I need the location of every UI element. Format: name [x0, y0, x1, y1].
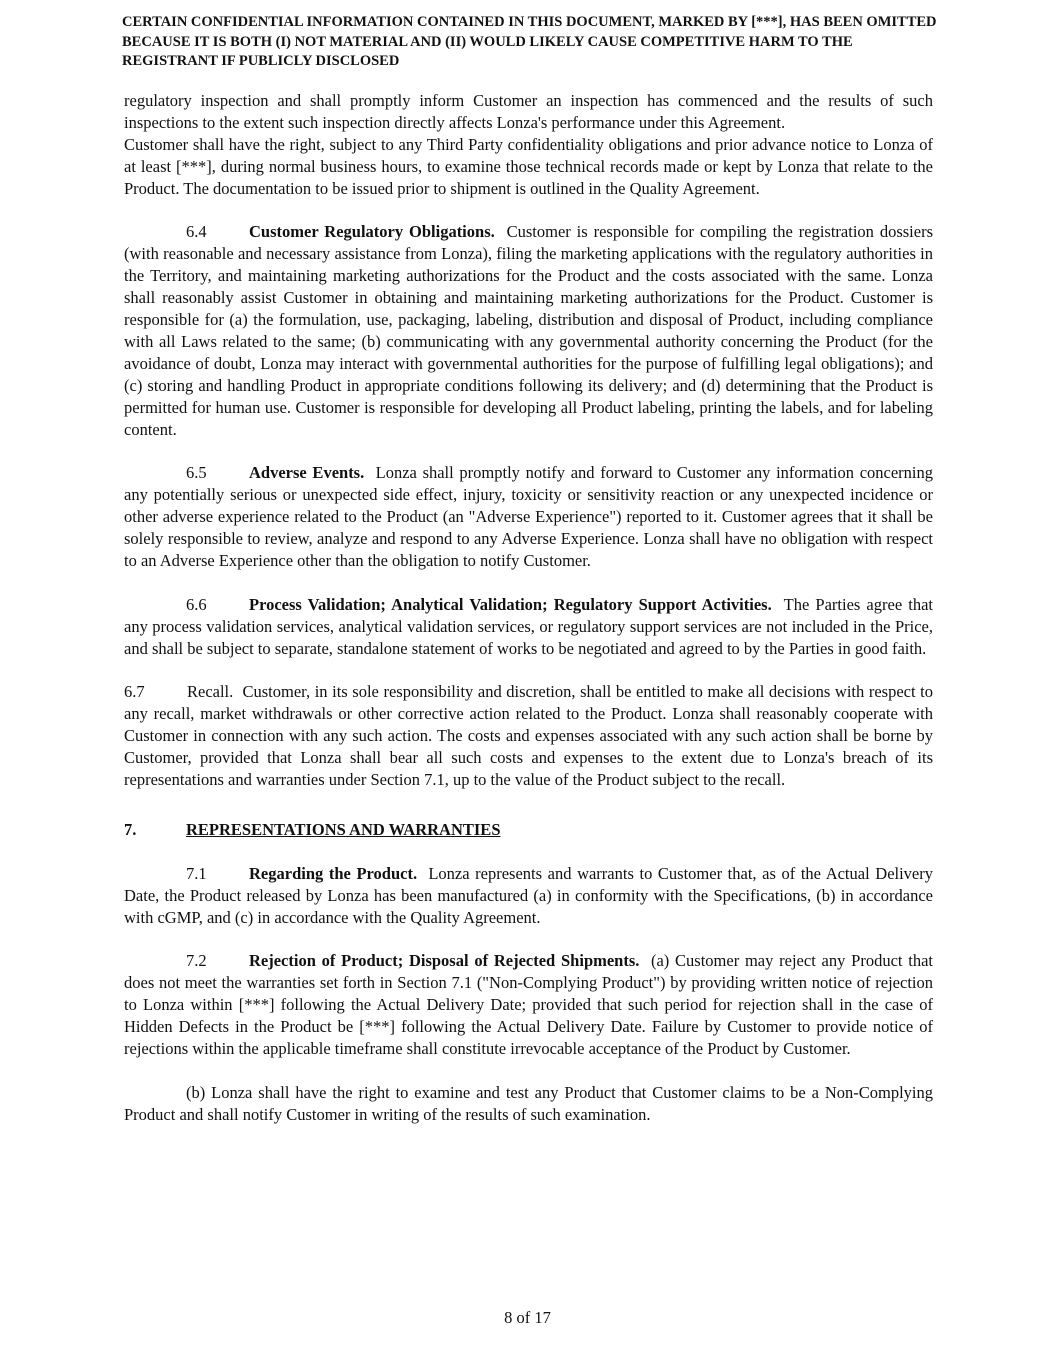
section-number: 7.1: [186, 863, 207, 883]
section-text: Lonza shall promptly notify and forward to Customer any information concerning any potentially serious or unexpected side effect, injury, toxicity or sensitivity reaction or any unexpected incidence or other adverse experience related to the Product (an "Adverse Experience") reported to it. Customer agrees that it shall be solely responsible to review, analyze and respond to any Adverse Experience. Lonza shall have no obligation with respect to an Adverse Experience other than the obligation to notify Customer.: [124, 463, 934, 570]
section-text: Customer, in its sole responsibility and discretion, shall be entitled to make all decisions with respect to any recall, market withdrawals or other corrective action related to the Product. Lonza shall reasonably cooperate with Customer in connection with any such action. The costs and expenses associated with any such action shall be borne by Customer, provided that Lonza shall bear all such costs and expenses to the extent due to Lonza's breach of its representations and warranties under Section 7.1, up to the value of the Product subject to the recall.: [124, 682, 933, 790]
section-6-4: [124, 221, 933, 440]
section-number: 6.7: [124, 682, 145, 702]
section-title: Customer Regulatory Obligations.: [249, 222, 495, 242]
section-number: 6.4: [186, 222, 207, 242]
section-heading-title: REPRESENTATIONS AND WARRANTIES: [186, 819, 501, 839]
section-title: Process Validation; Analytical Validation; Regulatory Support Activities.: [249, 594, 772, 614]
section-text: Lonza represents and warrants to Customer that, as of the Actual Delivery Date, the Product released by Lonza has been manufactured (a) in conformity with the Specifications, (b) in accordance with cGMP, and (c) in accordance with the Quality Agreement.: [124, 863, 934, 927]
section-title: Adverse Events.: [249, 463, 365, 483]
section-title: Rejection of Product; Disposal of Rejected Shipments.: [249, 951, 640, 971]
section-text: Customer is responsible for compiling the registration dossiers (with reasonable and necessary assistance from Lonza), filing the marketing applications with the regulatory authorities in the Territory, and maintaining marketing authorizations for the Product and the costs associated with the same. Lonza shall reasonably assist Customer in obtaining and maintaining marketing authorizations for the Product. Customer is responsible for (a) the formulation, use, packaging, labeling, distribution and disposal of Product, including compliance with all Laws related to the same; (b) communicating with any governmental authority concerning the Product (for the avoidance of doubt, Lonza may interact with governmental authorities for the purpose of fulfilling legal obligations); and (c) storing and handling Product in appropriate conditions following its delivery; and (d) determining that the Product is permitted for human use. Customer is responsible for developing all Product labeling, printing the labels, and for labeling content.: [124, 222, 933, 439]
section-7-1: [124, 863, 933, 929]
section-number: 7.2: [186, 951, 207, 971]
section-7-2-b: (b) Lonza shall have the right to examine and test any Product that Customer claims to be a Non-Complying Product and shall notify Customer in writing of the results of such examination.: [124, 1082, 933, 1124]
paragraph-continued: regulatory inspection and shall promptly inform Customer an inspection has commenced and the results of such inspections to the extent such inspection directly affects Lonza's performance under this Agreement.: [124, 91, 933, 132]
section-number: 6.6: [186, 594, 207, 614]
section-title: Recall.: [187, 682, 234, 702]
confidential-notice: CERTAIN CONFIDENTIAL INFORMATION CONTAINED IN THIS DOCUMENT, MARKED BY [***], HAS BEEN OMITTED BECAUSE IT IS BOTH (I) NOT MATERIAL AND (II) WOULD LIKELY CAUSE COMPETITIVE HARM TO THE REGISTRANT IF PUBLICLY DISCLOSED: [122, 14, 937, 69]
section-6-6: [124, 594, 933, 660]
section-text: (a) Customer may reject any Product that does not meet the warranties set forth in Section 7.1 ("Non-Complying Product") by providing written notice of rejection to Lonza within [***] following the Actual Delivery Date; provided that such period for rejection shall in the case of Hidden Defects in the Product be [***] following the Actual Delivery Date. Failure by Customer to provide notice of rejections within the applicable timeframe shall constitute irrevocable acceptance of the Product by Customer.: [124, 951, 933, 1058]
section-text: The Parties agree that any process validation services, analytical validation services, or regulatory support services are not included in the Price, and shall be subject to separate, standalone statement of works to be negotiated and agreed to by the Parties in good faith.: [124, 594, 933, 658]
page-number: 8 of 17: [504, 1308, 551, 1327]
document-body: [124, 90, 933, 1126]
section-6-5: [124, 462, 933, 572]
paragraph-inspection-rights: Customer shall have the right, subject to any Third Party confidentiality obligations and prior advance notice to Lonza of at least [***], during normal business hours, to examine those technical records made or kept by Lonza that relate to the Product. The documentation to be issued prior to shipment is outlined in the Quality Agreement.: [124, 134, 933, 198]
section-6-7: [124, 681, 933, 791]
section-number: 7.: [124, 819, 137, 839]
section-title: Regarding the Product.: [249, 863, 418, 883]
section-7-heading: [124, 819, 933, 841]
section-number: 6.5: [186, 463, 207, 483]
section-7-2: [124, 950, 933, 1060]
